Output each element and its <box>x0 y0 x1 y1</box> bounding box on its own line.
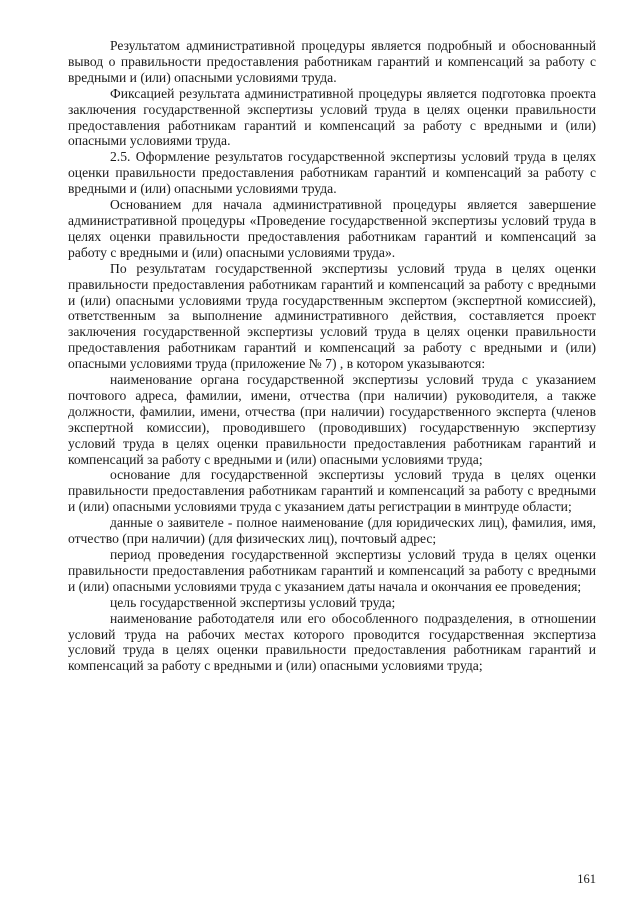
document-body <box>68 38 596 674</box>
list-item-authority-name: наименование органа государственной экспертизы условий труда с указанием почтового адреса, фамилии, имени, отчества (при наличии) руководителя, а также должности, фамилии, имени, отчества (при наличии) государственного эксперта (членов экспертной комиссии), проводившего (проводивших) государственную экспертизу условий труда в целях оценки правильности предоставления работникам гарантий и компенсаций за работу с вредными и (или) опасными условиями труда; <box>68 372 596 467</box>
list-item-period: период проведения государственной экспертизы условий труда в целях оценки правильности предоставления работникам гарантий и компенсаций за работу с вредными и (или) опасными условиями труда с указанием даты начала и окончания ее проведения; <box>68 547 596 594</box>
list-item-applicant-data: данные о заявителе - полное наименование (для юридических лиц), фамилия, имя, отчество (при наличии) (для физических лиц), почтовый адрес; <box>68 515 596 547</box>
paragraph-results: По результатам государственной экспертизы условий труда в целях оценки правильности предоставления работникам гарантий и компенсаций за работу с вредными и (или) опасными условиями труда государственным экспертом (экспертной комиссией), ответственным за выполнение административного действия, составляется проект заключения государственной экспертизы условий труда в целях оценки правильности предоставления работникам гарантий и компенсаций за работу с вредными и (или) опасными условиями труда (приложение № 7) , в котором указываются: <box>68 260 596 372</box>
list-item-employer-name: наименование работодателя или его обособленного подразделения, в отношении условий труда на рабочих местах которого проводится государственная экспертиза условий труда в целях оценки правильности предоставления работникам гарантий и компенсаций за работу с вредными и (или) опасными условиями труда; <box>68 610 596 674</box>
paragraph-basis: Основанием для начала административной процедуры является завершение административной процедуры «Проведение государственной экспертизы условий труда в целях оценки правильности предоставления работникам гарантий и компенсаций за работу с вредными и (или) опасными условиями труда». <box>68 197 596 260</box>
paragraph-result: Результатом административной процедуры является подробный и обоснованный вывод о правильности предоставления работникам гарантий и компенсаций за работу с вредными и (или) опасными условиями труда. <box>68 38 596 85</box>
list-item-basis: основание для государственной экспертизы условий труда в целях оценки правильности предоставления работникам гарантий и компенсаций за работу с вредными и (или) опасными условиями труда с указанием даты регистрации в минтруде области; <box>68 467 596 515</box>
list-item-purpose: цель государственной экспертизы условий труда; <box>110 594 396 610</box>
section-heading-2-5: 2.5. Оформление результатов государственной экспертизы условий труда в целях оценки правильности предоставления работникам гарантий и компенсаций за работу с вредными и (или) опасными условиями труда. <box>68 149 596 197</box>
paragraph-fixation: Фиксацией результата административной процедуры является подготовка проекта заключения государственной экспертизы условий труда в целях оценки правильности предоставления работникам гарантий и компенсаций за работу с вредными и (или) опасными условиями труда. <box>68 85 596 149</box>
page-number: 161 <box>577 872 596 886</box>
